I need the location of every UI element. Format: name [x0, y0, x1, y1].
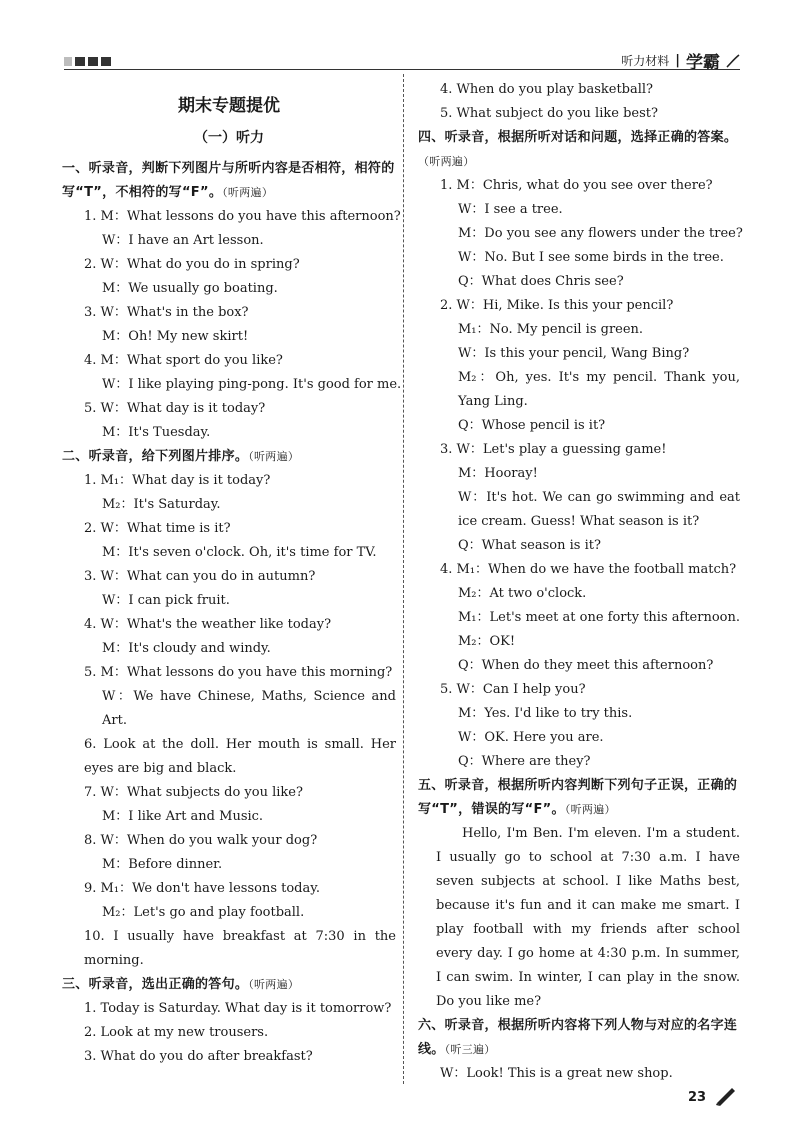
list-item: W：It's hot. We can go swimming and eat ice cream. Guess! What season is it?	[458, 490, 740, 529]
list-item: M₂：It's Saturday.	[102, 497, 221, 512]
list-item: 1. M₁：What day is it today?	[84, 473, 271, 488]
list-item: Q：What season is it?	[458, 538, 601, 553]
section-2-heading	[62, 445, 396, 469]
list-item: M：It's Tuesday.	[102, 425, 211, 440]
page-subtitle: （一）听力	[194, 130, 264, 146]
list-item: 1. Today is Saturday. What day is it tomorrow?	[84, 1001, 392, 1016]
header-bar	[64, 53, 740, 73]
section-5-heading	[418, 774, 740, 822]
list-item: M：We usually go boating.	[102, 281, 278, 296]
section-heading-text: 三、听录音，选出正确的答句。	[62, 977, 249, 992]
list-item: M：It's cloudy and windy.	[102, 641, 271, 656]
list-item: M₁：No. My pencil is green.	[458, 322, 644, 337]
list-item: M：It's seven o'clock. Oh, it's time for TV.	[102, 545, 377, 560]
header-rule	[64, 69, 740, 70]
square-icon	[88, 57, 98, 66]
right-column	[418, 78, 743, 1086]
header-separator: |	[675, 53, 680, 68]
list-item: M₂：Oh, yes. It's my pencil. Thank you, Yang Ling.	[458, 370, 740, 409]
list-item: 5. M：What lessons do you have this morning?	[84, 665, 393, 680]
list-item: 2. Look at my new trousers.	[84, 1025, 269, 1040]
list-item: W：Is this your pencil, Wang Bing?	[458, 346, 690, 361]
list-item: 7. W：What subjects do you like?	[84, 785, 303, 800]
list-item: M：Hooray!	[458, 466, 538, 481]
list-item: 3. What do you do after breakfast?	[84, 1049, 313, 1064]
list-item: 1. M：Chris, what do you see over there?	[440, 178, 713, 193]
list-item: W：I have an Art lesson.	[102, 233, 264, 248]
list-item: M：Yes. I'd like to try this.	[458, 706, 633, 721]
section-heading-text: 二、听录音，给下列图片排序。	[62, 449, 249, 464]
flourish-icon	[726, 54, 740, 68]
list-item: M₁：Let's meet at one forty this afternoon.	[458, 610, 740, 625]
list-item: Q：Where are they?	[458, 754, 591, 769]
list-item: 6. Look at the doll. Her mouth is small. Her eyes are big and black.	[84, 737, 396, 776]
section-6-heading	[418, 1014, 740, 1062]
list-item: M：Do you see any flowers under the tree?	[458, 226, 743, 241]
section-note: （听三遍）	[444, 1043, 496, 1056]
list-item: Q：What does Chris see?	[458, 274, 624, 289]
square-icon	[101, 57, 111, 66]
section-note: （听两遍）	[418, 155, 475, 168]
section-4-heading	[418, 126, 740, 174]
list-item: 9. M₁：We don't have lessons today.	[84, 881, 320, 896]
list-item: 1. M：What lessons do you have this afternoon?	[84, 209, 401, 224]
section-note: （听两遍）	[248, 978, 300, 991]
section-heading-text: 五、听录音，根据所听内容判断下列句子正误，正确的写“T”，错误的写“F”。	[418, 778, 738, 817]
list-item: M：I like Art and Music.	[102, 809, 264, 824]
list-item: Q：When do they meet this afternoon?	[458, 658, 714, 673]
section-1-heading	[62, 157, 396, 205]
list-item: W：I like playing ping-pong. It's good for me.	[102, 377, 402, 392]
list-item: W：We have Chinese, Maths, Science and Art.	[102, 689, 396, 728]
list-item: 2. W：Hi, Mike. Is this your pencil?	[440, 298, 674, 313]
section-note: （听两遍）	[248, 450, 300, 463]
column-divider	[403, 74, 404, 1084]
section-heading-text: 六、听录音，根据所听内容将下列人物与对应的名字连线。	[418, 1018, 738, 1057]
list-item: 3. W：What's in the box?	[84, 305, 249, 320]
section-heading-text: 四、听录音，根据所听对话和问题，选择正确的答案。	[418, 130, 738, 145]
list-item: 3. W：Let's play a guessing game!	[440, 442, 667, 457]
list-item: 10. I usually have breakfast at 7:30 in the morning.	[84, 929, 396, 968]
list-item: Q：Whose pencil is it?	[458, 418, 606, 433]
square-icon	[75, 57, 85, 66]
brand-logo: 学霸	[686, 53, 720, 73]
section-note: （听两遍）	[222, 186, 274, 199]
list-item: 8. W：When do you walk your dog?	[84, 833, 318, 848]
list-item: W：OK. Here you are.	[458, 730, 604, 745]
section-3-heading	[62, 973, 396, 997]
list-item: W：Look! This is a great new shop.	[440, 1066, 673, 1081]
section-note: （听两遍）	[564, 803, 616, 816]
list-item: 5. W：What day is it today?	[84, 401, 266, 416]
list-item: 4. When do you play basketball?	[440, 82, 654, 97]
list-item: 4. M₁：When do we have the football match?	[440, 562, 737, 577]
passage-paragraph: Hello, I'm Ben. I'm eleven. I'm a student. I usually go to school at 7:30 a.m. I have seven subjects at school. I like Maths best, because it's fun and it can make me smart. I play football with my friends after school every day. I go home at 4:30 p.m. In summer, I can swim. In winter, I can play in the snow. Do you like me?	[436, 826, 740, 1009]
list-item: 4. W：What's the weather like today?	[84, 617, 332, 632]
list-item: M：Before dinner.	[102, 857, 223, 872]
list-item: 5. W：Can I help you?	[440, 682, 586, 697]
list-item: W：No. But I see some birds in the tree.	[458, 250, 724, 265]
list-item: 4. M：What sport do you like?	[84, 353, 283, 368]
list-item: W：I can pick fruit.	[102, 593, 230, 608]
list-item: 2. W：What time is it?	[84, 521, 231, 536]
list-item: M₂：Let's go and play football.	[102, 905, 305, 920]
list-item: W：I see a tree.	[458, 202, 563, 217]
list-item: M₂：OK!	[458, 634, 516, 649]
header-section: 听力材料	[621, 54, 670, 68]
header-decoration	[64, 57, 111, 66]
page-title: 期末专题提优	[178, 96, 280, 116]
list-item: M₂：At two o'clock.	[458, 586, 587, 601]
pencil-icon	[714, 1084, 738, 1106]
list-item: 2. W：What do you do in spring?	[84, 257, 300, 272]
list-item: 3. W：What can you do in autumn?	[84, 569, 316, 584]
list-item: 5. What subject do you like best?	[440, 106, 658, 121]
list-item: M：Oh! My new skirt!	[102, 329, 249, 344]
section-heading-text: 一、听录音，判断下列图片与所听内容是否相符，相符的写“T”，不相符的写“F”。	[62, 161, 395, 200]
page-number: 23	[688, 1090, 707, 1105]
left-column	[62, 78, 402, 1069]
square-icon	[64, 57, 72, 66]
